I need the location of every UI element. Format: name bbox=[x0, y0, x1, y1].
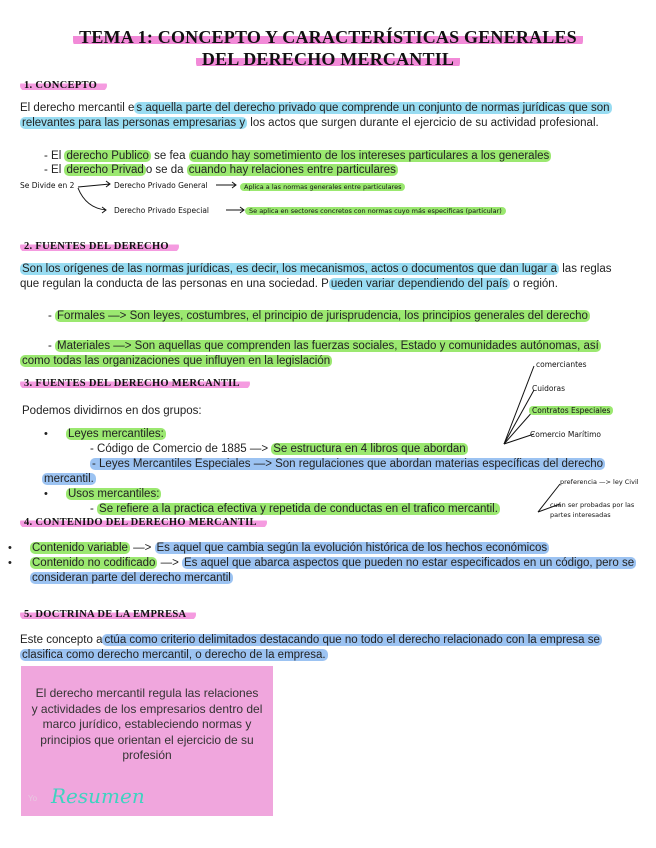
materiales-b: Materiales —> Son aquellas que comprenden las fuerzas sociales, Estado y comunidades autónomas, así como todas las organizaciones que influyen en la legislación bbox=[22, 340, 599, 367]
s2-text-b: las reglas que regulan la conducta de las personas en una sociedad. P bbox=[20, 263, 612, 290]
section-4-heading: 4. CONTENIDO DEL DERECHO MERCANTIL bbox=[20, 517, 267, 528]
usos-a: - bbox=[90, 503, 98, 515]
usos-label-text: Usos mercantiles: bbox=[68, 488, 160, 500]
bullet: • bbox=[8, 557, 12, 569]
priv-c: o se da bbox=[145, 164, 187, 176]
summary-yo: Yo bbox=[28, 794, 38, 803]
priv-b: derecho Privad bbox=[66, 164, 144, 176]
pub-c: se fea bbox=[150, 150, 189, 162]
nocod-label: Contenido no codificado bbox=[32, 557, 156, 569]
s1-text-a: El derecho mercantil e bbox=[20, 102, 135, 114]
note-general: Derecho Privado General bbox=[114, 181, 208, 190]
leyes-label bbox=[66, 427, 166, 442]
pref-note: preferencia —> ley Civil bbox=[560, 478, 639, 486]
codigo-b: Se estructura en 4 libros que abordan bbox=[273, 443, 466, 455]
s1-text-b: s aquella parte del derecho privado que comprende un conjunto de normas jurídicas que son relevantes para las personas empresarias y bbox=[22, 102, 610, 129]
book-2: Cuidoras bbox=[532, 384, 566, 393]
variable-arrow: —> bbox=[129, 542, 155, 554]
nocod-arrow: —> bbox=[157, 557, 183, 569]
pub-b: derecho Publico bbox=[66, 150, 149, 162]
s2-text-a: Son los orígenes de las normas jurídicas, es decir, los mecanismos, actos o documentos que dan lugar a bbox=[22, 263, 558, 275]
section-1-heading: 1. CONCEPTO bbox=[20, 80, 107, 91]
note-general-desc: Aplica a las normas generales entre particulares bbox=[240, 183, 405, 191]
s5-text-a: Este concepto a bbox=[20, 634, 103, 646]
contenido-no-codificado-line bbox=[30, 556, 645, 585]
page-title-line1: TEMA 1: CONCEPTO Y CARACTERÍSTICAS GENERALES bbox=[73, 27, 583, 47]
section-3-heading: 3. FUENTES DEL DERECHO MERCANTIL bbox=[20, 378, 250, 389]
especiales-text: - Leyes Mercantiles Especiales —> Son regulaciones que abordan materias específicas del derecho mercantil. bbox=[44, 458, 604, 485]
derecho-publico-line bbox=[44, 149, 624, 164]
page-title-2 bbox=[0, 49, 656, 70]
usos-line bbox=[90, 502, 500, 517]
codigo-line bbox=[90, 442, 468, 457]
s2-text-c: ueden variar dependiendo del país bbox=[330, 277, 508, 290]
bullet: • bbox=[44, 428, 48, 440]
materiales-a: - bbox=[48, 340, 56, 352]
s2-text-d: o región. bbox=[509, 277, 558, 290]
nocod-desc: Es aquel que abarca aspectos que pueden no estar especificados en un código, pero se consideran parte del derecho mercantil bbox=[32, 557, 635, 584]
priv-a: - El bbox=[44, 164, 65, 176]
s1-text-c: los actos que surgen durante el ejercicio de su actividad profesional. bbox=[247, 116, 599, 129]
section-2-paragraph bbox=[20, 262, 628, 291]
pub-d: cuando hay sometimiento de los intereses particulares a los generales bbox=[190, 150, 550, 162]
section-5-heading: 5. DOCTRINA DE LA EMPRESA bbox=[20, 609, 196, 620]
bullet: • bbox=[44, 488, 48, 500]
derecho-privado-line bbox=[44, 163, 624, 178]
proof-note: cuán ser probadas por las partes interesadas bbox=[550, 501, 635, 519]
leyes-label-text: Leyes mercantiles: bbox=[68, 428, 164, 440]
book-1: comerciantes bbox=[536, 360, 587, 369]
codigo-a: - Código de Comercio de 1885 —> bbox=[90, 443, 272, 455]
contenido-variable-line bbox=[30, 541, 630, 556]
note-divide: Se Divide en 2 bbox=[20, 181, 75, 190]
usos-label bbox=[66, 487, 161, 502]
page-title bbox=[0, 27, 656, 48]
formales-a: - bbox=[48, 310, 56, 322]
summary-text: El derecho mercantil regula las relaciones y actividades de los empresarios dentro del marco jurídico, estableciendo normas y principios que orientan el ejercicio de su profesión bbox=[31, 686, 263, 762]
note-special-desc: Se aplica en sectores concretos con normas cuyo más especificas (particular) bbox=[245, 207, 506, 215]
section-2-heading: 2. FUENTES DEL DERECHO bbox=[20, 241, 179, 252]
book-4: Comercio Marítimo bbox=[530, 430, 601, 439]
s5-text-b: ctúa como criterio delimitados destacando que no todo el derecho relacionado con la empresa se clasifica como derecho mercantil, o derecho de la empresa. bbox=[22, 634, 600, 661]
book-3: Contratos Especiales bbox=[529, 406, 613, 415]
s3-intro: Podemos dividirnos en dos grupos: bbox=[22, 405, 202, 417]
section-5-paragraph bbox=[20, 633, 630, 662]
formales-b: Formales —> Son leyes, costumbres, el principio de jurisprudencia, los principios generales del derecho bbox=[57, 310, 588, 322]
formales-line bbox=[20, 309, 620, 324]
usos-b: Se refiere a la practica efectiva y repetida de conductas en el trafico mercantil. bbox=[99, 503, 498, 515]
note-special: Derecho Privado Especial bbox=[114, 206, 210, 215]
summary-box bbox=[21, 666, 273, 816]
page-title-line2: DEL DERECHO MERCANTIL bbox=[196, 49, 460, 69]
priv-d: cuando hay relaciones entre particulares bbox=[188, 164, 396, 176]
bullet: • bbox=[8, 542, 12, 554]
variable-label: Contenido variable bbox=[32, 542, 128, 554]
pub-a: - El bbox=[44, 150, 65, 162]
summary-resumen: Resumen bbox=[51, 784, 145, 808]
section-1-paragraph bbox=[20, 101, 625, 130]
variable-desc: Es aquel que cambia según la evolución histórica de los hechos económicos bbox=[156, 542, 548, 554]
